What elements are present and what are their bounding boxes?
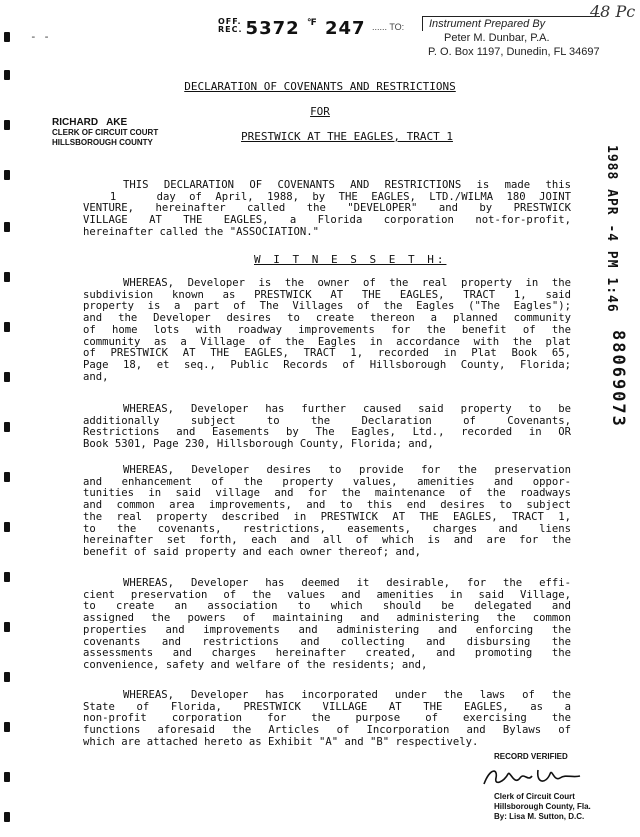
binder-hole bbox=[4, 120, 10, 130]
text-line: subdivision known as PRESTWICK AT THE EAGLES, TRACT 1, said bbox=[83, 288, 571, 301]
title-subject: PRESTWICK AT THE EAGLES, TRACT 1 bbox=[241, 130, 453, 143]
official-records-stamp: OFF. REC. 5372 ℉ 247 bbox=[218, 17, 366, 39]
or-suffix: 247 bbox=[325, 18, 366, 39]
text-line: hereinafter set forth, each and all of which is and are for the bbox=[83, 534, 571, 547]
text-line: cient preservation of the values and amenities in said Village, bbox=[83, 588, 571, 601]
text-line: and enhancement of the property values, amenities and oppor- bbox=[83, 475, 571, 488]
text-line: tunities in said village and for the maintenance of the roadways bbox=[83, 487, 571, 500]
to-label: ...... TO: bbox=[372, 22, 405, 32]
text-line: functions aforesaid the Articles of Incorporation and Bylaws of bbox=[83, 724, 571, 737]
record-verified-line1: Clerk of Circuit Court bbox=[494, 792, 575, 801]
witnesseth-heading: W I T N E S S E T H: bbox=[254, 253, 447, 266]
text-line: WHEREAS, Developer has incorporated under the laws of the bbox=[123, 689, 571, 701]
text-line: property is a part of The Villages of the Eagles ("The Eagles"); bbox=[83, 300, 571, 313]
binder-hole bbox=[4, 32, 10, 42]
stray-dash-mark: - - bbox=[30, 30, 50, 43]
text-line: Page 18, et seq., Public Records of Hillsborough County, Florida; bbox=[83, 358, 571, 371]
text-line: VILLAGE AT THE EAGLES, a Florida corporation not-for-profit, bbox=[83, 214, 571, 227]
text-line: VENTURE, hereinafter called the "DEVELOPER" and by PRESTWICK bbox=[83, 202, 571, 215]
record-verified-line3: By: Lisa M. Sutton, D.C. bbox=[494, 812, 585, 821]
whereas-paragraph-2 bbox=[83, 404, 571, 451]
text-line: hereinafter called the "ASSOCIATION." bbox=[83, 225, 319, 238]
or-book-page: 5372 bbox=[245, 18, 300, 39]
text-line: WHEREAS, Developer is the owner of the real property in the bbox=[123, 277, 571, 289]
text-line: covenants and restrictions and collecting and disbursing the bbox=[83, 635, 571, 648]
text-line: and common area improvements, and to this end desires to subject bbox=[83, 499, 571, 512]
binder-hole bbox=[4, 572, 10, 582]
document-title: DECLARATION OF COVENANTS AND RESTRICTIONS bbox=[184, 80, 456, 93]
prepared-by-line2: Peter M. Dunbar, P.A. bbox=[444, 32, 550, 44]
document-number-stamp: 88069073 bbox=[608, 330, 628, 428]
binder-hole bbox=[4, 722, 10, 732]
clerk-block bbox=[52, 118, 158, 148]
whereas-paragraph-3 bbox=[83, 465, 571, 559]
binder-hole bbox=[4, 472, 10, 482]
binder-hole bbox=[4, 322, 10, 332]
binder-hole bbox=[4, 522, 10, 532]
whereas-paragraph-5 bbox=[83, 690, 571, 749]
binder-hole bbox=[4, 272, 10, 282]
clerk-name: RICHARD AKE bbox=[52, 117, 128, 128]
text-line: and the Developer desires to create thereon a planned community bbox=[83, 312, 571, 325]
text-line: WHEREAS, Developer has deemed it desirable, for the effi- bbox=[123, 577, 571, 589]
binder-hole bbox=[4, 372, 10, 382]
prepared-by-block bbox=[428, 16, 600, 59]
record-verified-block bbox=[494, 792, 591, 822]
text-line: properties and improvements and administering and enforcing the bbox=[83, 623, 571, 636]
text-line: Restrictions and Easements by The Eagles, Ltd., recorded in OR bbox=[83, 426, 571, 439]
binder-hole-marks bbox=[0, 0, 20, 837]
binder-hole bbox=[4, 772, 10, 782]
binder-hole bbox=[4, 622, 10, 632]
whereas-paragraph-1 bbox=[83, 278, 571, 383]
clerk-county: HILLSBOROUGH COUNTY bbox=[52, 138, 153, 147]
binder-hole bbox=[4, 222, 10, 232]
text-line: WHEREAS, Developer desires to provide for the preservation bbox=[123, 464, 571, 476]
record-verified-label: RECORD VERIFIED bbox=[494, 752, 568, 761]
text-line: assigned the powers of maintaining and administering the common bbox=[83, 612, 571, 625]
text-line: State of Florida, PRESTWICK VILLAGE AT THE EAGLES, as a bbox=[83, 700, 571, 713]
text-line: WHEREAS, Developer has further caused said property to be bbox=[123, 403, 571, 415]
title-for: FOR bbox=[310, 105, 330, 118]
text-line: benefit of said property and each owner thereof; and, bbox=[83, 545, 422, 558]
text-line: assessments and charges hereinafter created, and promoting the bbox=[83, 647, 571, 660]
to-text: TO: bbox=[389, 22, 405, 32]
binder-hole bbox=[4, 70, 10, 80]
binder-hole bbox=[4, 672, 10, 682]
text-line: community as a Village of the Eagles in accordance with the plat bbox=[83, 335, 571, 348]
text-line: non-profit corporation for the purpose of exercising the bbox=[83, 712, 571, 725]
record-verified-line2: Hillsborough County, Fla. bbox=[494, 802, 591, 811]
clerk-signature bbox=[480, 764, 590, 790]
whereas-paragraph-4 bbox=[83, 578, 571, 672]
prepared-by-line3: P. O. Box 1197, Dunedin, FL 34697 bbox=[428, 46, 600, 58]
text-line: of home lots with roadway improvements for the benefit of the bbox=[83, 323, 571, 336]
text-line: additionally subject to the Declaration of Covenants, bbox=[83, 414, 571, 427]
binder-hole bbox=[4, 812, 10, 822]
prepared-by-line1: Instrument Prepared By bbox=[422, 16, 600, 31]
clerk-title: CLERK OF CIRCUIT COURT bbox=[52, 128, 159, 137]
text-line: of PRESTWICK AT THE EAGLES, TRACT 1, recorded in Plat Book 65, bbox=[83, 347, 571, 360]
binder-hole bbox=[4, 170, 10, 180]
text-line: Book 5301, Page 230, Hillsborough County, Florida; and, bbox=[83, 438, 434, 451]
recording-time-stamp: 1988 APR -4 PM 1:46 bbox=[604, 145, 619, 313]
text-line: THIS DECLARATION OF COVENANTS AND RESTRICTIONS is made this bbox=[123, 179, 571, 191]
text-line: to create an association to which should be delegated and bbox=[83, 600, 571, 613]
text-line: convenience, safety and welfare of the residents; and, bbox=[83, 658, 428, 671]
text-line: which are attached hereto as Exhibit "A" and "B" respectively. bbox=[83, 735, 479, 748]
text-line: to the covenants, restrictions, easements, charges and liens bbox=[83, 522, 571, 535]
intro-paragraph bbox=[83, 180, 571, 239]
text-line: and, bbox=[83, 370, 109, 383]
or-small-label: OFF. REC. bbox=[218, 17, 243, 34]
binder-hole bbox=[4, 422, 10, 432]
handwritten-page-count: 48 Pc bbox=[590, 2, 636, 21]
text-line: the real property described in PRESTWICK AT THE EAGLES, TRACT 1, bbox=[83, 510, 571, 523]
text-line: 1 day of April, 1988, by THE EAGLES, LTD./WILMA 180 JOINT bbox=[83, 190, 571, 203]
